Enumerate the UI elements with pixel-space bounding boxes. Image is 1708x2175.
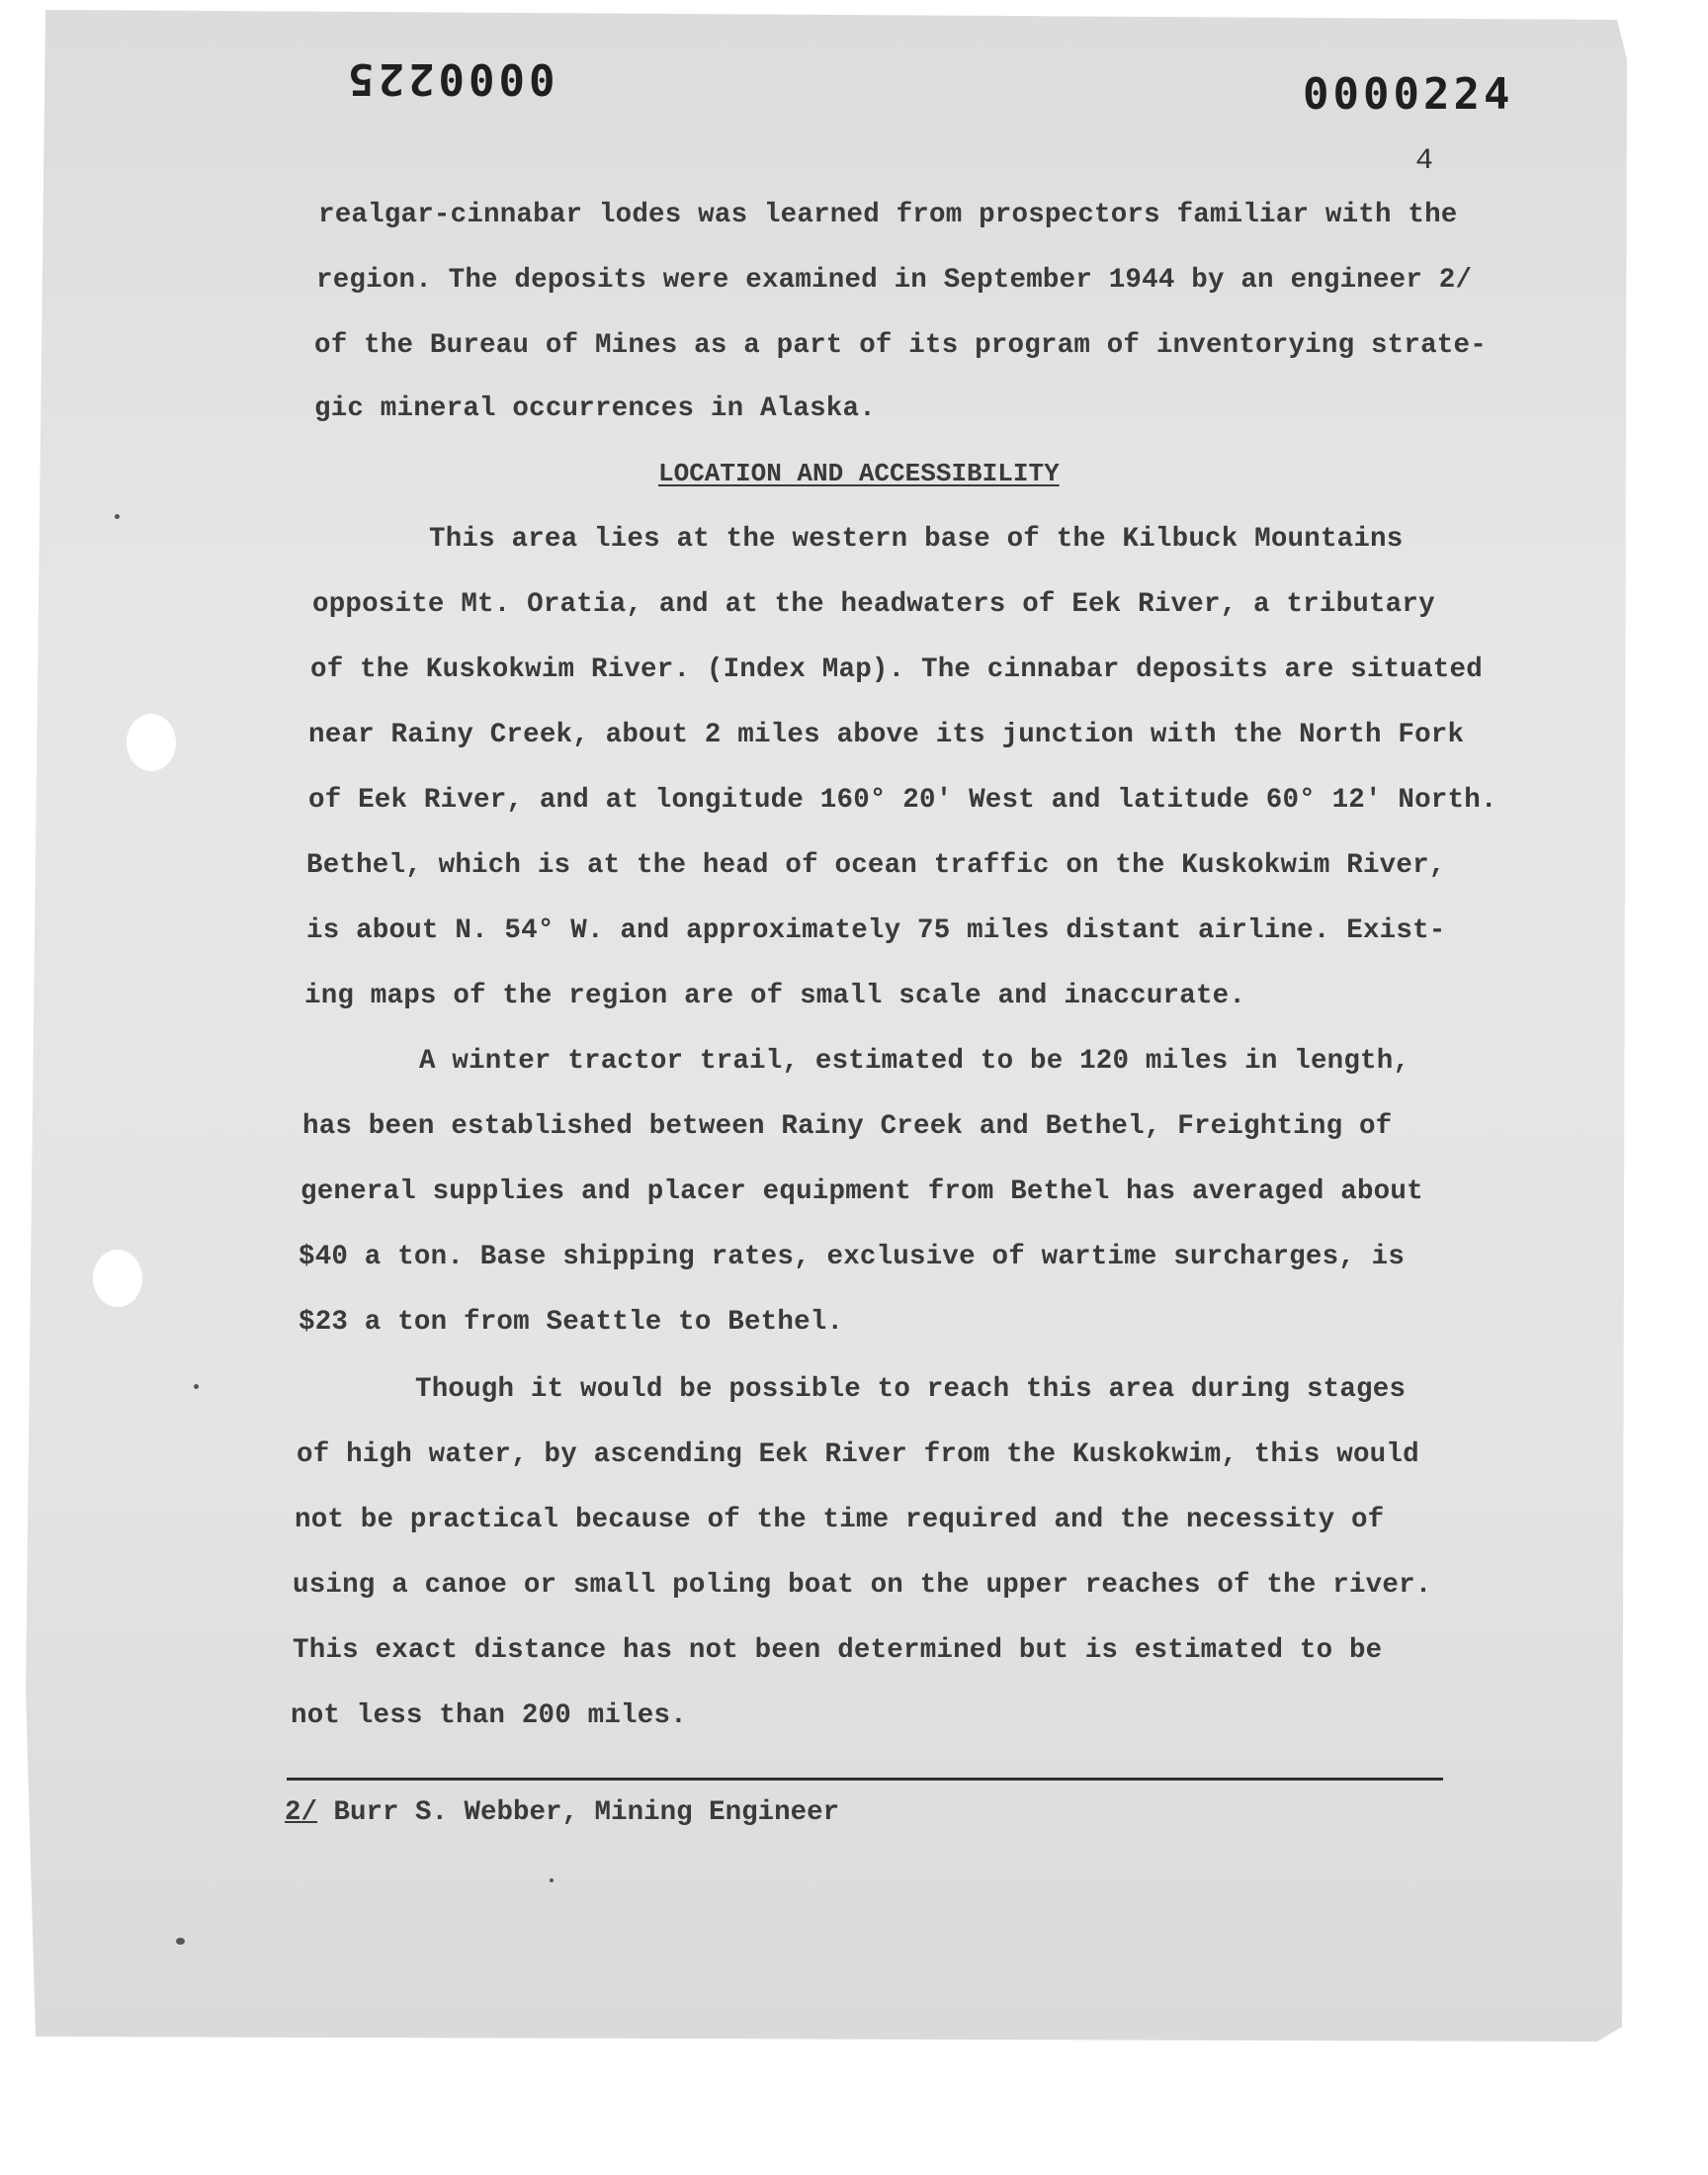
punch-hole [93,1250,142,1307]
text-line: is about N. 54° W. and approximately 75 miles distant airline. Exist- [306,915,1446,946]
text-line: has been established between Rainy Creek and Bethel, Freighting of [302,1111,1393,1142]
text-line: opposite Mt. Oratia, and at the headwaters of Eek River, a tributary [312,589,1435,620]
text-line: region. The deposits were examined in September 1944 by an engineer 2/ [316,265,1473,296]
text-line: A winter tractor trail, estimated to be 120 miles in length, [419,1046,1410,1077]
text-line: of high water, by ascending Eek River from the Kuskokwim, this would [297,1439,1419,1470]
stamp-number-upside-down: 0000225 [344,53,555,104]
footnote-mark: 2/ [285,1797,318,1828]
footnote [285,1797,839,1828]
document-page [26,10,1627,2042]
text-line: Though it would be possible to reach this area during stages [415,1374,1407,1405]
text-line: $23 a ton from Seattle to Bethel. [299,1307,844,1338]
text-line: This area lies at the western base of the Kilbuck Mountains [429,524,1404,555]
text-line: near Rainy Creek, about 2 miles above its junction with the North Fork [308,720,1465,750]
text-line: realgar-cinnabar lodes was learned from prospectors familiar with the [318,200,1458,230]
text-line: of the Kuskokwim River. (Index Map). The cinnabar deposits are situated [310,654,1483,685]
footnote-rule [287,1778,1443,1781]
text-line: not be practical because of the time required and the necessity of [295,1505,1385,1535]
paper-speck [176,1938,185,1945]
text-line: of Eek River, and at longitude 160° 20' West and latitude 60° 12' North. [308,785,1497,816]
paper-speck [115,514,120,519]
text-line: Bethel, which is at the head of ocean traffic on the Kuskokwim River, [306,850,1446,881]
text-line: gic mineral occurrences in Alaska. [314,393,876,424]
paper-speck [550,1878,554,1882]
paper-speck [194,1384,199,1389]
stamp-number: 0000224 [1303,69,1514,120]
text-line: ing maps of the region are of small scale and inaccurate. [304,981,1246,1011]
punch-hole [127,714,176,771]
text-line: This exact distance has not been determined but is estimated to be [293,1635,1383,1666]
text-line: using a canoe or small poling boat on the upper reaches of the river. [293,1570,1432,1601]
text-line: $40 a ton. Base shipping rates, exclusive of wartime surcharges, is [299,1242,1406,1272]
text-line: not less than 200 miles. [291,1700,687,1731]
section-heading: LOCATION AND ACCESSIBILITY [658,459,1060,488]
text-line: of the Bureau of Mines as a part of its program of inventorying strate- [314,330,1487,361]
page-number: 4 [1415,144,1434,178]
footnote-text: Burr S. Webber, Mining Engineer [317,1797,840,1828]
text-line: general supplies and placer equipment from Bethel has averaged about [300,1176,1423,1207]
